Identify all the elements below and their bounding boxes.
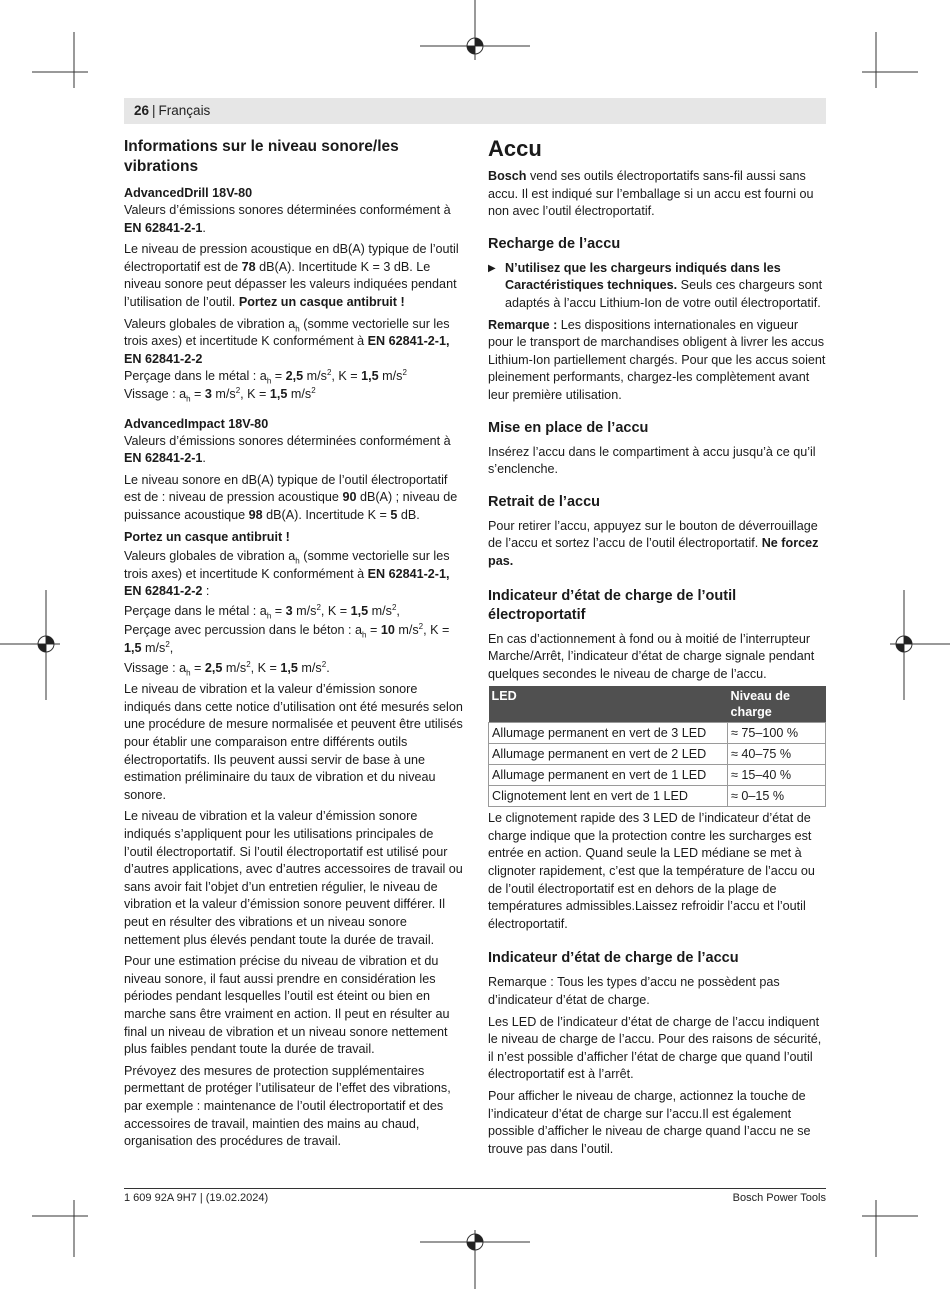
noise-vibration-title: Informations sur le niveau sonore/les vibrations bbox=[124, 138, 399, 175]
insert-text: Insérez l’accu dans le compartiment à accu jusqu’à ce qu’il s’enclenche. bbox=[488, 444, 816, 477]
recharge-bullet: ▶ N’utilisez que les chargeurs indiqués dans les Caractéristiques techniques. Seuls ces chargeurs sont adaptés à l’accu Lithium-Ion de votre outil électroportatif. bbox=[488, 260, 823, 310]
table-cell-led: Allumage permanent en vert de 3 LED bbox=[489, 723, 728, 744]
vibration-info-paragraph-2: Le niveau de vibration et la valeur d’émission sonore indiqués s’appliquent pour les utilisations principales de l’outil électroportatif. Si l’outil électroportatif est utilisé pour d’autres applications, avec d’autres accessoires de travail ou sans avoir fait l’objet d’un entretien régulier, le niveau de vibration et la valeur d’émission sonore peuvent différer. Il peut en résulter des vibrations et un niveau sonore nettement plus élevés pendant toute la durée de travail. bbox=[124, 809, 463, 947]
impact-vibration-concrete: Perçage avec percussion dans le béton : $a_h = 10$ $m/s^2$, K = 1,5 $m/s^2$, bbox=[124, 622, 450, 656]
vibration-info-paragraph-1: Le niveau de vibration et la valeur d’émission sonore indiqués dans cette notice d’utilisation ont été mesurés selon une procédure de mesure normalisée et peuvent être utilisés pour établir une comparaison entre différents outils électroportatifs. Ils peuvent aussi servir de base à une estimation préliminaire du taux de vibration et du niveau sonore. bbox=[124, 682, 463, 802]
remove-title: Retrait de l’accu bbox=[488, 493, 601, 510]
drill-vibration-standard: Valeurs globales de vibration $a_h$ (somme vectorielle sur les trois axes) et incertitude K conformément à EN 62841-2-1, EN 62841-2-2 bbox=[124, 316, 450, 366]
tool-indicator-after: Le clignotement rapide des 3 LED de l’indicateur d’état de charge indique que la protection contre les surcharges est entrée en action. Quand seule la LED médiane se met à clignoter rapidement, c’est que la température de l’accu ou de l’outil électroportatif est en dehors de la plage de températures admissibles.Laissez refroidir l’accu et l’outil électroportatif. bbox=[488, 811, 815, 931]
right-column bbox=[488, 134, 826, 1162]
battery-indicator-p1: Remarque : Tous les types d’accu ne possèdent pas d’indicateur d’état de charge. bbox=[488, 975, 780, 1008]
table-row bbox=[489, 723, 826, 744]
table-cell-led: Allumage permanent en vert de 2 LED bbox=[489, 744, 728, 765]
table-cell-level: ≈ 40–75 % bbox=[728, 744, 826, 765]
impact-vibration-screwing: Vissage : $a_h = 2,5$ $m/s^2$, K = 1,5 $m/s^2$. bbox=[124, 659, 330, 678]
impact-noise-standard: Valeurs d’émissions sonores déterminées conformément à EN 62841-2-1. bbox=[124, 433, 451, 466]
remove-text: Pour retirer l’accu, appuyez sur le bouton de déverrouillage de l’accu et sortez l’accu de l’outil électroportatif. Ne forcez pas. bbox=[488, 518, 819, 568]
recharge-remark: Remarque : Les dispositions internationales en vigueur pour le transport de marchandises obligent à livrer les accus Lithium-Ion partiellement chargés. Pour que les accus soient pleinement performants, chargez-les complètement avant leur première utilisation. bbox=[488, 317, 826, 402]
drill-vibration-metal: Perçage dans le métal : $a_h = 2,5$ $m/s^2$, K = 1,5 $m/s^2$ bbox=[124, 368, 407, 386]
accu-intro: Bosch vend ses outils électroportatifs sans-fil aussi sans accu. Il est indiqué sur l’emballage si un accu est fourni ou non avec l’outil électroportatif. bbox=[488, 169, 814, 219]
table-cell-level: ≈ 15–40 % bbox=[728, 765, 826, 786]
drill-vibration-screwing: Vissage : $a_h = 3$ $m/s^2$, K = 1,5 $m/s^2$ bbox=[124, 385, 316, 404]
drill-noise-standard: Valeurs d’émissions sonores déterminées conformément à EN 62841-2-1. bbox=[124, 203, 451, 235]
footer-brand: Bosch Power Tools bbox=[732, 1192, 826, 1204]
charge-level-table bbox=[488, 686, 826, 807]
accu-title: Accu bbox=[488, 136, 542, 161]
impact-model-title: AdvancedImpact 18V-80 bbox=[124, 416, 269, 431]
page-header bbox=[124, 98, 826, 124]
drill-noise-level: Le niveau de pression acoustique en dB(A) typique de l’outil électroportatif est de 78 dB(A). Incertitude K = 3 dB. Le niveau sonore peut dépasser les valeurs indiquées pendant l’utilisation de l’outil. Portez un casque antibruit ! bbox=[124, 242, 459, 309]
vibration-info-paragraph-4: Prévoyez des mesures de protection supplémentaires permettant de protéger l’utilisateur de l’effet des vibrations, par exemple : maintenance de l’outil électroportatif et des accessoires de travail, maintien des mains au chaud, organisation des procédures de travail. bbox=[124, 1063, 451, 1149]
battery-indicator-p3: Pour afficher le niveau de charge, actionnez la touche de l’indicateur d’état de charge sur l’accu.Il est également possible d’afficher le niveau de charge quand l’accu ne se trouve pas dans l’outil. bbox=[488, 1089, 811, 1156]
impact-hearing-warning: Portez un casque antibruit ! bbox=[124, 529, 290, 544]
left-column bbox=[124, 134, 464, 1155]
bullet-arrow-icon: ▶ bbox=[488, 262, 496, 274]
impact-vibration-standard: Valeurs globales de vibration $a_h$ (somme vectorielle sur les trois axes) et incertitude K conformément à EN 62841-2-1, EN 62841-2-2 : bbox=[124, 549, 450, 599]
header-language: Français bbox=[158, 103, 211, 118]
table-row bbox=[489, 786, 826, 807]
table-header-led: LED bbox=[489, 686, 728, 723]
table-row bbox=[489, 765, 826, 786]
table-cell-led: Clignotement lent en vert de 1 LED bbox=[489, 786, 728, 807]
page-number: 26 bbox=[134, 103, 150, 118]
table-header-level: Niveau de charge bbox=[728, 686, 826, 723]
table-cell-level: ≈ 75–100 % bbox=[728, 723, 826, 744]
table-header-row bbox=[489, 686, 826, 723]
impact-vibration-metal: Perçage dans le métal : $a_h = 3$ $m/s^2$, K = 1,5 $m/s^2$, bbox=[124, 602, 400, 621]
table-cell-level: ≈ 0–15 % bbox=[728, 786, 826, 807]
battery-indicator-title: Indicateur d’état de charge de l’accu bbox=[488, 950, 739, 967]
table-row bbox=[489, 744, 826, 765]
insert-title: Mise en place de l’accu bbox=[488, 419, 649, 436]
recharge-title: Recharge de l’accu bbox=[488, 235, 621, 252]
footer-doc-ref: 1 609 92A 9H7 | (19.02.2024) bbox=[124, 1192, 269, 1204]
table-cell-led: Allumage permanent en vert de 1 LED bbox=[489, 765, 728, 786]
drill-model-title: AdvancedDrill 18V-80 bbox=[124, 186, 253, 200]
footer-rule bbox=[124, 1188, 826, 1189]
tool-indicator-intro: En cas d’actionnement à fond ou à moitié de l’interrupteur Marche/Arrêt, l’indicateur d’état de charge signale pendant quelques secondes le niveau de charge de l’accu. bbox=[488, 631, 815, 681]
header-text bbox=[134, 103, 210, 118]
impact-noise-level: Le niveau sonore en dB(A) typique de l’outil électroportatif est de : niveau de pression acoustique 90 dB(A) ; niveau de puissance acoustique 98 dB(A). Incertitude K = 5 dB. bbox=[124, 472, 458, 522]
tool-indicator-title: Indicateur d’état de charge de l’outil électroportatif bbox=[488, 587, 737, 623]
battery-indicator-p2: Les LED de l’indicateur d’état de charge de l’accu indiquent le niveau de charge de l’accu. Pour des raisons de sécurité, il n’est possible d’afficher l’état de charge que quand l’outil électroportatif est à l’arrêt. bbox=[488, 1014, 822, 1082]
vibration-info-paragraph-3: Pour une estimation précise du niveau de vibration et du niveau sonore, il faut aussi prendre en considération les périodes pendant lesquelles l’outil est éteint ou bien en marche sans être vraiment en action. Il peut en résulter au final un niveau de vibration et un niveau sonore nettement plus faibles pendant toute la durée de travail. bbox=[124, 954, 450, 1057]
header-separator: | bbox=[152, 103, 156, 118]
